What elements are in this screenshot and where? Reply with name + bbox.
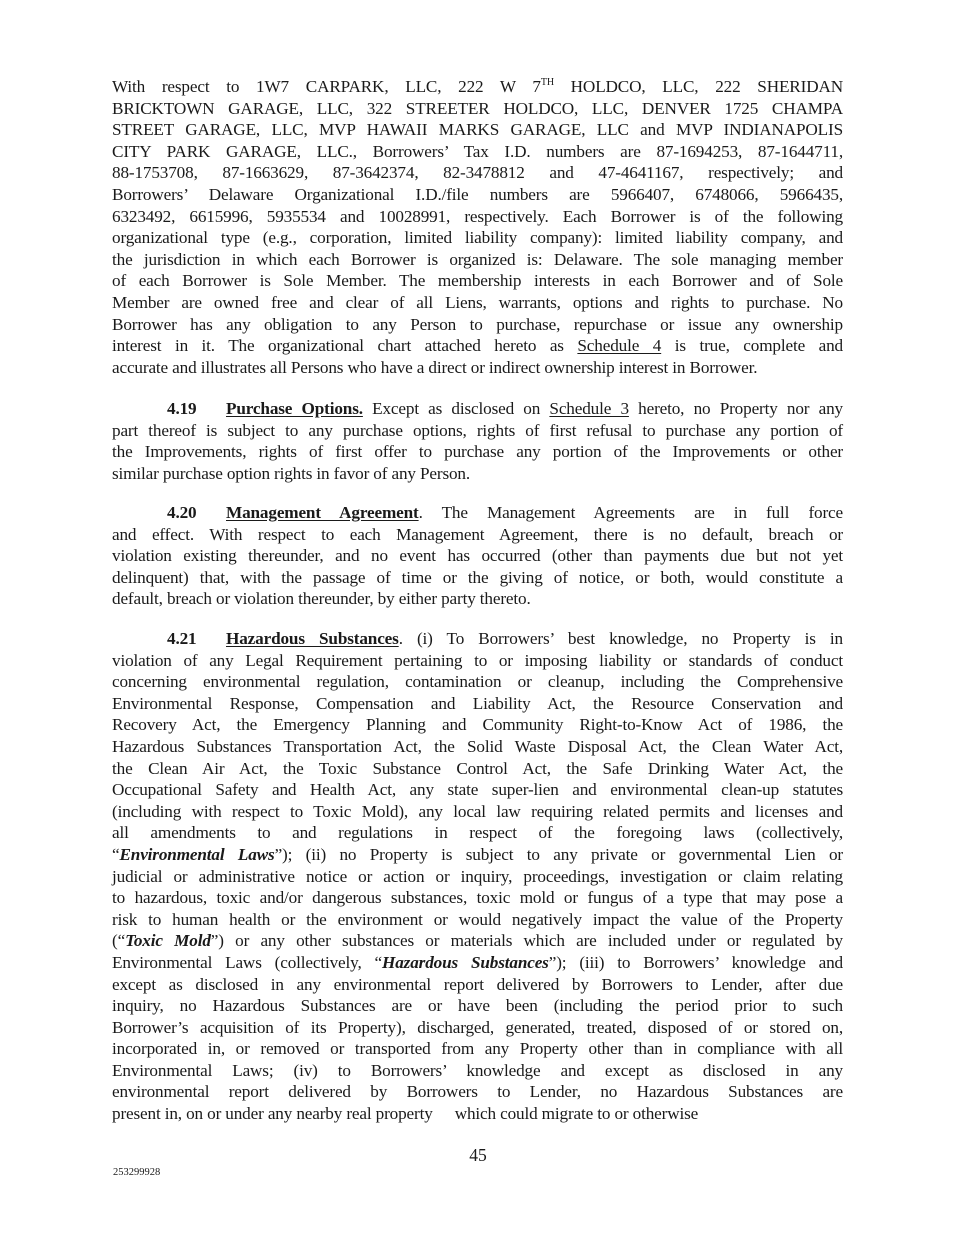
text-line: BRICKTOWN GARAGE, LLC, 322 STREETER HOLDCO, LLC, DENVER 1725 CHAMPA [112,98,843,118]
text-line: accurate and illustrates all Persons who have a direct or indirect ownership interest in Borrower. [112,357,758,377]
text-line: organizational type (e.g., corporation, limited liability company): limited liability company, and [112,228,843,248]
section-4-19-purchase-options [112,398,843,484]
text-line: 6323492, 6615996, 5935534 and 10028991, respectively. Each Borrower is of the following [112,206,843,226]
text-line: “Environmental Laws”); (ii) no Property is subject to any private or governmental Lien or [112,844,843,864]
text-line: to hazardous, toxic and/or dangerous substances, toxic mold or fungus of a type that may pose a [112,888,843,908]
text-line: Borrowers’ Delaware Organizational I.D./file numbers are 5966407, 6748066, 5966435, [112,184,843,204]
text-line: Environmental Response, Compensation and Liability Act, the Resource Conservation and [112,693,843,713]
section-number: 4.21 [167,629,197,648]
text-line: except as disclosed in any environmental report delivered by Borrowers to Lender, after due [112,974,843,994]
text-line: violation existing thereunder, and no event has occurred (other than payments due but not yet [112,546,843,566]
text-line: CITY PARK GARAGE, LLC., Borrowers’ Tax I.D. numbers are 87-1694253, 87-1644711, [112,141,843,161]
text-line: (including with respect to Toxic Mold), any local law requiring related permits and licenses and [112,801,843,821]
defined-term-hazardous-substances: Hazardous Substances [382,952,549,972]
text-line: Borrower has any obligation to any Person to purchase, repurchase or issue any ownership [112,314,843,334]
text-line: the Clean Air Act, the Toxic Substance Control Act, the Safe Drinking Water Act, the [112,758,843,778]
section-title: Hazardous Substances [226,629,399,648]
text-line: inquiry, no Hazardous Substances are or have been (including the period prior to such [112,996,843,1016]
section-4-20-management-agreement [112,502,843,610]
text-line: all amendments to and regulations in respect of the foregoing laws (collectively, [112,823,843,843]
schedule-4-reference: Schedule 4 [577,336,662,356]
section-number: 4.19 [167,399,197,418]
text-line: Recovery Act, the Emergency Planning and Community Right-to-Know Act of 1986, the [112,715,843,735]
text-line: Member are owned free and clear of all Liens, warrants, options and rights to purchase. No [112,292,843,312]
section-heading-line: 4.19 Purchase Options. Except as disclosed on Schedule 3 hereto, no Property nor any [167,399,843,418]
text-line: delinquent) that, with the passage of time or the giving of notice, or both, would constitute a [112,567,843,587]
text-line: judicial or administrative notice or action or inquiry, proceedings, investigation or claim relating [112,866,843,886]
section-4-21-hazardous-substances [112,628,843,1125]
defined-term-environmental-laws: Environmental Laws [119,844,275,864]
section-number: 4.20 [167,503,197,522]
text-line: 88-1753708, 87-1663629, 87-3642374, 82-3478812 and 47-4641167, respectively; and [112,163,843,183]
text-line: Occupational Safety and Health Act, any state super-lien and environmental clean-up statutes [112,780,843,800]
section-heading-line: 4.20 Management Agreement. The Management Agreements are in full force [167,503,844,522]
section-title: Purchase Options. [226,399,363,418]
text-line: concerning environmental regulation, contamination or cleanup, including the Comprehensive [112,672,843,692]
section-heading-line: 4.21 Hazardous Substances. (i) To Borrowers’ best knowledge, no Property is in [167,629,843,648]
document-id: 253299928 [113,1167,161,1178]
text-line: Environmental Laws; (iv) to Borrowers’ knowledge and except as disclosed in any [112,1060,843,1080]
text-line: risk to human health or the environment or would negatively impact the value of the Property [112,909,843,929]
text-line: of each Borrower is Sole Member. The membership interests in each Borrower and of Sole [112,271,843,291]
defined-term-toxic-mold: Toxic Mold [125,931,211,951]
text-line: the jurisdiction in which each Borrower is organized is: Delaware. The sole managing member [112,249,843,269]
text-line: the Improvements, rights of first offer to purchase any portion of the Improvements or other [112,442,843,462]
text-line: environmental report delivered by Borrowers to Lender, no Hazardous Substances are [112,1082,843,1102]
text-line: Environmental Laws (collectively, “Hazardous Substances”); (iii) to Borrowers’ knowledge and [112,952,843,972]
page-number: 45 [469,1145,487,1165]
text-line: (“Toxic Mold”) or any other substances or materials which are included under or regulated by [112,931,843,951]
text-line: incorporated in, or removed or transported from any Property other than in compliance with all [112,1039,843,1059]
text-line: interest in it. The organizational chart attached hereto as Schedule 4 is true, complete and [112,336,843,356]
text-line: similar purchase option rights in favor of any Person. [112,463,471,483]
text-line: default, breach or violation thereunder, by either party thereto. [112,589,531,609]
section-title: Management Agreement [226,503,419,522]
text-line: With respect to 1W7 CARPARK, LLC, 222 W 7TH HOLDCO, LLC, 222 SHERIDAN [112,77,843,96]
schedule-3-reference: Schedule 3 [549,399,629,418]
text-line: part thereof is subject to any purchase options, rights of first refusal to purchase any portion of [112,420,843,440]
text-line: Hazardous Substances Transportation Act, the Solid Waste Disposal Act, the Clean Water Act, [112,736,843,756]
text-line: Borrower’s acquisition of its Property), discharged, generated, treated, disposed of or stored on, [112,1017,843,1037]
text-line: STREET GARAGE, LLC, MVP HAWAII MARKS GARAGE, LLC and MVP INDIANAPOLIS [112,120,843,140]
text-line: violation of any Legal Requirement pertaining to or imposing liability or standards of conduct [112,650,843,670]
text-line: present in, on or under any nearby real property which could migrate to or otherwise [112,1104,699,1124]
borrower-info-paragraph [112,76,843,378]
text-line: and effect. With respect to each Management Agreement, there is no default, breach or [112,524,843,544]
